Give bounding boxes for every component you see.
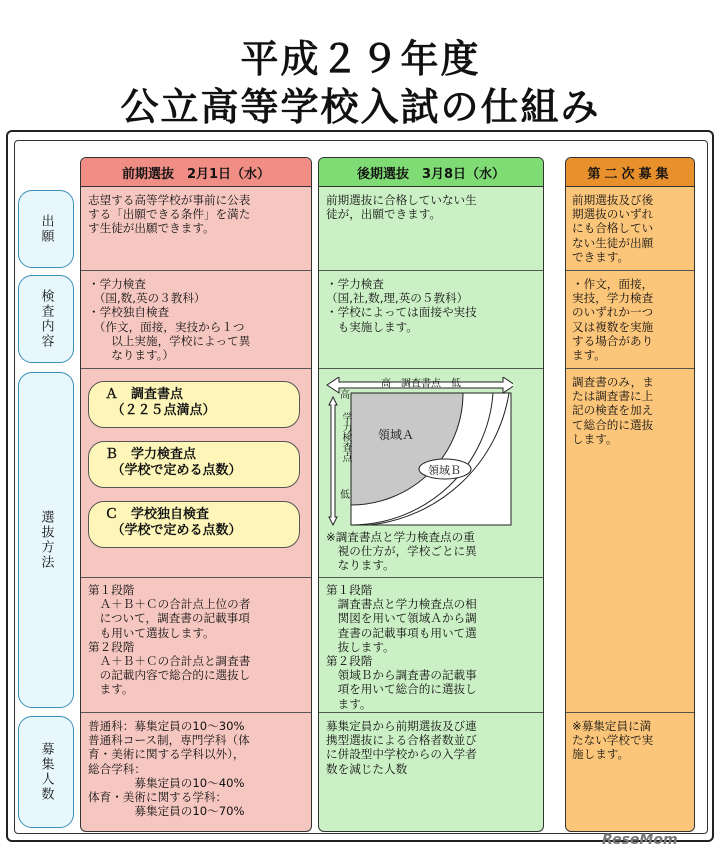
- second-method-text: 調査書のみ，ま たは調査書に上 記の検査を加え て総合的に選抜 します。: [572, 375, 654, 446]
- resemom-logo: ReseMom: [602, 832, 678, 848]
- pill-c-school-exam: Ｃ 学校独自検査 （学校で定める点数）: [88, 501, 300, 548]
- late-quota-text: 募集定員から前期選抜及び連 携型選抜による合格者数並び に併設型中学校からの入学者 数を減じた人数: [326, 719, 477, 776]
- side-axis-label: 学力検査点: [340, 412, 351, 462]
- early-steps-text: 第１段階 Ａ＋Ｂ＋Ｃの合計点上位の者 について，調査書の記載事項 も用いて選抜します。 第２段階 Ａ＋Ｂ＋Ｃの合計点と調査書 の記載内容で総合的に選抜し ます。: [88, 583, 251, 697]
- second-application-text: 前期選抜及び後 期選抜のいずれ にも合格してい ない生徒が出願 できます。: [572, 193, 654, 264]
- pill-b-exam-score: Ｂ 学力検査点 （学校で定める点数）: [88, 441, 300, 488]
- column-late-header: 後期選抜 3月8日（水）: [319, 158, 543, 187]
- second-exam-text: ・作文，面接， 実技，学力検査 のいずれか一つ 又は複数を実施 する場合があり ます。: [572, 277, 654, 363]
- top-axis-label: 高 調査書点 低: [381, 378, 461, 390]
- correlation-diagram: [325, 377, 513, 527]
- divider: [81, 577, 311, 578]
- row-label-exam: 検査内容: [18, 275, 74, 363]
- title-line-1: 平成２９年度: [240, 37, 481, 81]
- row-label-method: 選抜方法: [18, 372, 74, 708]
- row-label-quota: 募集人数: [18, 716, 74, 828]
- chart-note-text: ※調査書点と学力検査点の重 視の仕方が，学校ごとに異 なります。: [326, 530, 477, 573]
- divider: [81, 712, 311, 713]
- divider: [566, 368, 694, 369]
- side-axis-high: 高: [340, 390, 350, 401]
- divider: [319, 577, 543, 578]
- divider: [319, 270, 543, 271]
- second-quota-text: ※募集定員に満 たない学校で実 施します。: [572, 719, 654, 762]
- divider: [81, 270, 311, 271]
- divider: [566, 270, 694, 271]
- early-exam-text: ・学力検査 （国,数,英の３教科） ・学校独自検査 （作文，面接，実技から１つ 以上実施，学校によって異 なります。）: [88, 277, 251, 363]
- row-label-application: 出願: [18, 190, 74, 268]
- late-steps-text: 第１段階 調査書点と学力検査点の相 関図を用いて領域Ａから調 査書の記載事項も用いて選 抜します。 第２段階 領域Ｂから調査書の記載事 項を用いて総合的に選抜し ます。: [326, 583, 477, 711]
- divider: [319, 712, 543, 713]
- early-quota-text: 普通科：募集定員の10～30% 普通科コース制，専門学科（体 育・美術に関する学科以外）， 総合学科： 募集定員の10～40% 体育・美術に関する学科： 募集定員の10～70%: [88, 719, 250, 819]
- column-second-header: 第二次募集: [566, 158, 694, 187]
- region-a-label: 領域Ａ: [378, 428, 415, 442]
- early-application-text: 志望する高等学校が事前に公表 する「出願できる条件」を満た す生徒が出願できます。: [88, 193, 251, 236]
- divider: [319, 368, 543, 369]
- side-arrow: [329, 397, 337, 525]
- title-line-2: 公立高等学校入試の仕組み: [120, 85, 601, 129]
- divider: [566, 712, 694, 713]
- divider: [81, 368, 311, 369]
- pill-a-report-score: Ａ 調査書点 （２２５点満点）: [88, 381, 300, 428]
- column-early-header: 前期選抜 2月1日（水）: [81, 158, 311, 187]
- region-b-label: 領域Ｂ: [428, 464, 461, 477]
- side-axis-low: 低: [340, 490, 350, 501]
- late-application-text: 前期選抜に合格していない生 徒が，出願できます。: [326, 193, 477, 222]
- late-exam-text: ・学力検査 （国,社,数,理,英の５教科） ・学校によっては面接や実技 も実施します。: [326, 277, 477, 334]
